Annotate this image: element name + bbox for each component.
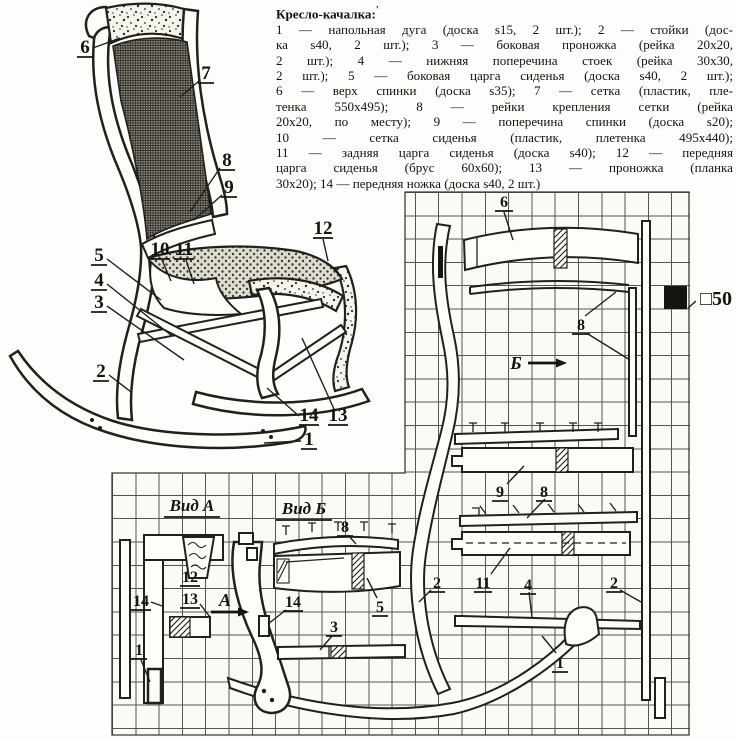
parts-list-line: 2 шт.); 5 — боковая царга сиденья (доска s40, 2 шт.); (276, 67, 733, 83)
callout-label: 8 (341, 519, 349, 536)
callout-label: 10 (150, 239, 170, 260)
callout-label: 1 (135, 642, 143, 659)
rocker-end-section (655, 678, 665, 718)
parts-list-line: 6 — верх спинки (доска s35); 7 — сетка (пластик, пле- (276, 83, 733, 99)
callout-label: 7 (201, 63, 211, 84)
stile-slot-detail (438, 246, 443, 278)
parts-list-title (276, 3, 733, 22)
callout-label: 5 (376, 599, 384, 616)
callout-label: А (218, 590, 232, 610)
parts-list-line: 1 — напольная дуга (доска s15, 2 шт.); 2 — стойки (дос- (276, 21, 733, 37)
callout-label: 3 (330, 619, 338, 636)
callout-label: 5 (94, 245, 104, 266)
callout-label: 6 (500, 194, 508, 211)
callout-label: 11 (475, 575, 491, 592)
callout-label: 12 (182, 569, 198, 586)
callout-label: □50 (699, 288, 733, 310)
callout-label: 2 (610, 575, 618, 592)
callout-label: 2 (96, 361, 106, 382)
callout-label: 8 (222, 150, 232, 171)
callout-label: 9 (224, 177, 234, 198)
callout-label: Вид Б (281, 499, 327, 518)
callout-label: 14 (133, 593, 149, 610)
parts-list-line: царга сиденья (брус 60х60); 13 — проножка (планка (276, 160, 733, 176)
crest-rail-rear-view (464, 228, 638, 270)
callout-label: 11 (175, 239, 193, 260)
front-leg-foot-side-view (565, 607, 599, 645)
mesh-rail-vertical (629, 288, 636, 436)
callout-label: 14 (285, 594, 301, 611)
parts-list-line: тенка 550х495); 8 — рейки крепления сетки (рейка (276, 98, 733, 114)
mesh-rail-ticked-bottom (460, 512, 637, 526)
crest-hatch-section (554, 229, 567, 268)
callout-label: 8 (577, 317, 585, 334)
rocker-section-front-view (148, 669, 161, 703)
parts-list-line: 2 шт.); 4 — нижняя поперечина стоек (рейка 30х30, (276, 52, 733, 68)
callout-label: 9 (496, 484, 504, 501)
callout-label: 14 (299, 405, 319, 426)
mesh-rail-arc (470, 281, 629, 287)
callout-label: 4 (524, 577, 532, 594)
callout-label: 4 (94, 270, 104, 291)
callout-label: 13 (182, 591, 198, 608)
scale-square-50mm (664, 286, 687, 309)
back-crossbar-9 (452, 448, 633, 472)
parts-list-line: 10 — сетка сиденья (пластик, плетенка 495х440); (276, 129, 733, 145)
callout-label: 6 (80, 37, 90, 58)
callout-label: 13 (328, 405, 348, 426)
parts-list-line: ка s40, 2 шт.); 3 — боковая проножка (рейка 20х20, (276, 37, 733, 53)
parts-list-line: 11 — задняя царга сиденья (доска s40); 12 — передняя (276, 145, 733, 161)
parts-list (276, 3, 733, 191)
leg-tenon (259, 616, 269, 636)
rear-stile-front-view (120, 540, 130, 698)
rear-stile-edge-view (642, 221, 650, 700)
footnote-mark: ' (375, 5, 379, 16)
callout-label: 8 (540, 484, 548, 501)
front-leg (257, 288, 279, 398)
parts-list-line: 30х20); 14 — передняя ножка (доска s40, 2 шт.) (276, 175, 541, 191)
seat-mesh-rail-view-b (274, 537, 398, 554)
parts-list-lines (276, 22, 733, 191)
crest-rail (106, 4, 189, 43)
callout-label: Вид А (169, 496, 215, 515)
mesh-rail-ticked-top (455, 429, 618, 444)
callout-label: 3 (94, 292, 104, 313)
lower-cross-rail-4 (455, 616, 640, 629)
figure-title: Кресло-качалка: (276, 6, 376, 22)
callout-label: 12 (313, 218, 333, 239)
callout-label: 1 (556, 655, 564, 672)
callout-label: 1 (304, 429, 314, 450)
parts-list-line: 20х20, по месту); 9 — поперечина спинки (доска s20); (276, 114, 733, 130)
callout-label: 2 (433, 575, 441, 592)
callout-label: Б (510, 353, 522, 373)
